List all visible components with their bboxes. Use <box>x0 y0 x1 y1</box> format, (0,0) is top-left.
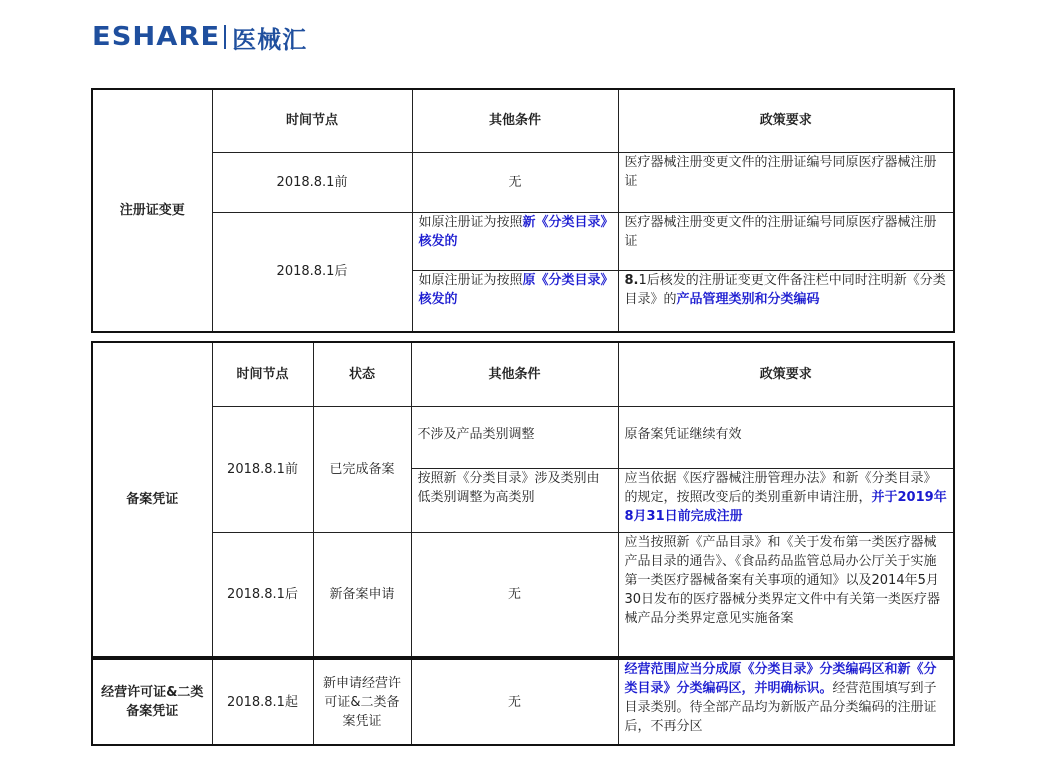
header-other-conditions: 其他条件 <box>411 342 618 406</box>
time-from: 2018.8.1起 <box>212 659 313 745</box>
time-after: 2018.8.1后 <box>212 532 313 657</box>
condition-no-category-change: 不涉及产品类别调整 <box>411 406 618 468</box>
condition-category-upgrade: 按照新《分类目录》涉及类别由低类别调整为高类别 <box>411 468 618 532</box>
time-before: 2018.8.1前 <box>212 406 313 532</box>
condition-after-new-catalog: 如原注册证为按照新《分类目录》核发的 <box>412 212 618 270</box>
policy-business-scope: 经营范围应当分成原《分类目录》分类编码区和新《分类目录》分类编码区，并明确标识。经营范围填写到子目录类别。待全部产品均为新版产品分类编码的注册证后，不再分区 <box>618 659 954 745</box>
eshare-logo <box>92 22 307 52</box>
condition-after: 无 <box>411 532 618 657</box>
status-after: 新备案申请 <box>313 532 411 657</box>
header-policy: 政策要求 <box>618 342 954 406</box>
policy-after: 应当按照新《产品目录》和《关于发布第一类医疗器械产品目录的通告》、《食品药品监管总局办公厅关于实施第一类医疗器械备案有关事项的通知》以及2014年5月30日发布的医疗器械分类界定文件中有关第一类医疗器械产品分类界定意见实施备案 <box>618 532 954 657</box>
header-other-conditions: 其他条件 <box>412 89 618 152</box>
logo-text-cn: 医械汇 <box>232 25 308 54</box>
policy-no-category-change: 原备案凭证继续有效 <box>618 406 954 468</box>
policy-category-upgrade: 应当依据《医疗器械注册管理办法》和新《分类目录》的规定，按照改变后的类别重新申请注册，并于2019年8月31日前完成注册 <box>618 468 954 532</box>
policy-after-old-catalog: 8.1后核发的注册证变更文件备注栏中同时注明新《分类目录》的产品管理类别和分类编码 <box>618 270 954 332</box>
condition-before: 无 <box>412 152 618 212</box>
header-time-node: 时间节点 <box>212 89 412 152</box>
policy-before: 医疗器械注册变更文件的注册证编号同原医疗器械注册证 <box>618 152 954 212</box>
row-header-registration-change: 注册证变更 <box>92 89 212 332</box>
header-time-node: 时间节点 <box>212 342 313 406</box>
condition-none: 无 <box>411 659 618 745</box>
time-after: 2018.8.1后 <box>212 212 412 332</box>
header-status: 状态 <box>313 342 411 406</box>
header-policy: 政策要求 <box>618 89 954 152</box>
logo-text-en: ESHARE <box>92 22 221 52</box>
business-license-table <box>91 658 955 746</box>
row-header-business-license: 经营许可证&二类备案凭证 <box>92 659 212 745</box>
status-before: 已完成备案 <box>313 406 411 532</box>
policy-after-new-catalog: 医疗器械注册变更文件的注册证编号同原医疗器械注册证 <box>618 212 954 270</box>
logo-separator <box>224 25 226 49</box>
row-header-filing-certificate: 备案凭证 <box>92 342 212 657</box>
time-before: 2018.8.1前 <box>212 152 412 212</box>
status-new-application: 新申请经营许可证&二类备案凭证 <box>313 659 411 745</box>
registration-change-table <box>91 88 955 333</box>
condition-after-old-catalog: 如原注册证为按照原《分类目录》核发的 <box>412 270 618 332</box>
filing-certificate-table <box>91 341 955 658</box>
